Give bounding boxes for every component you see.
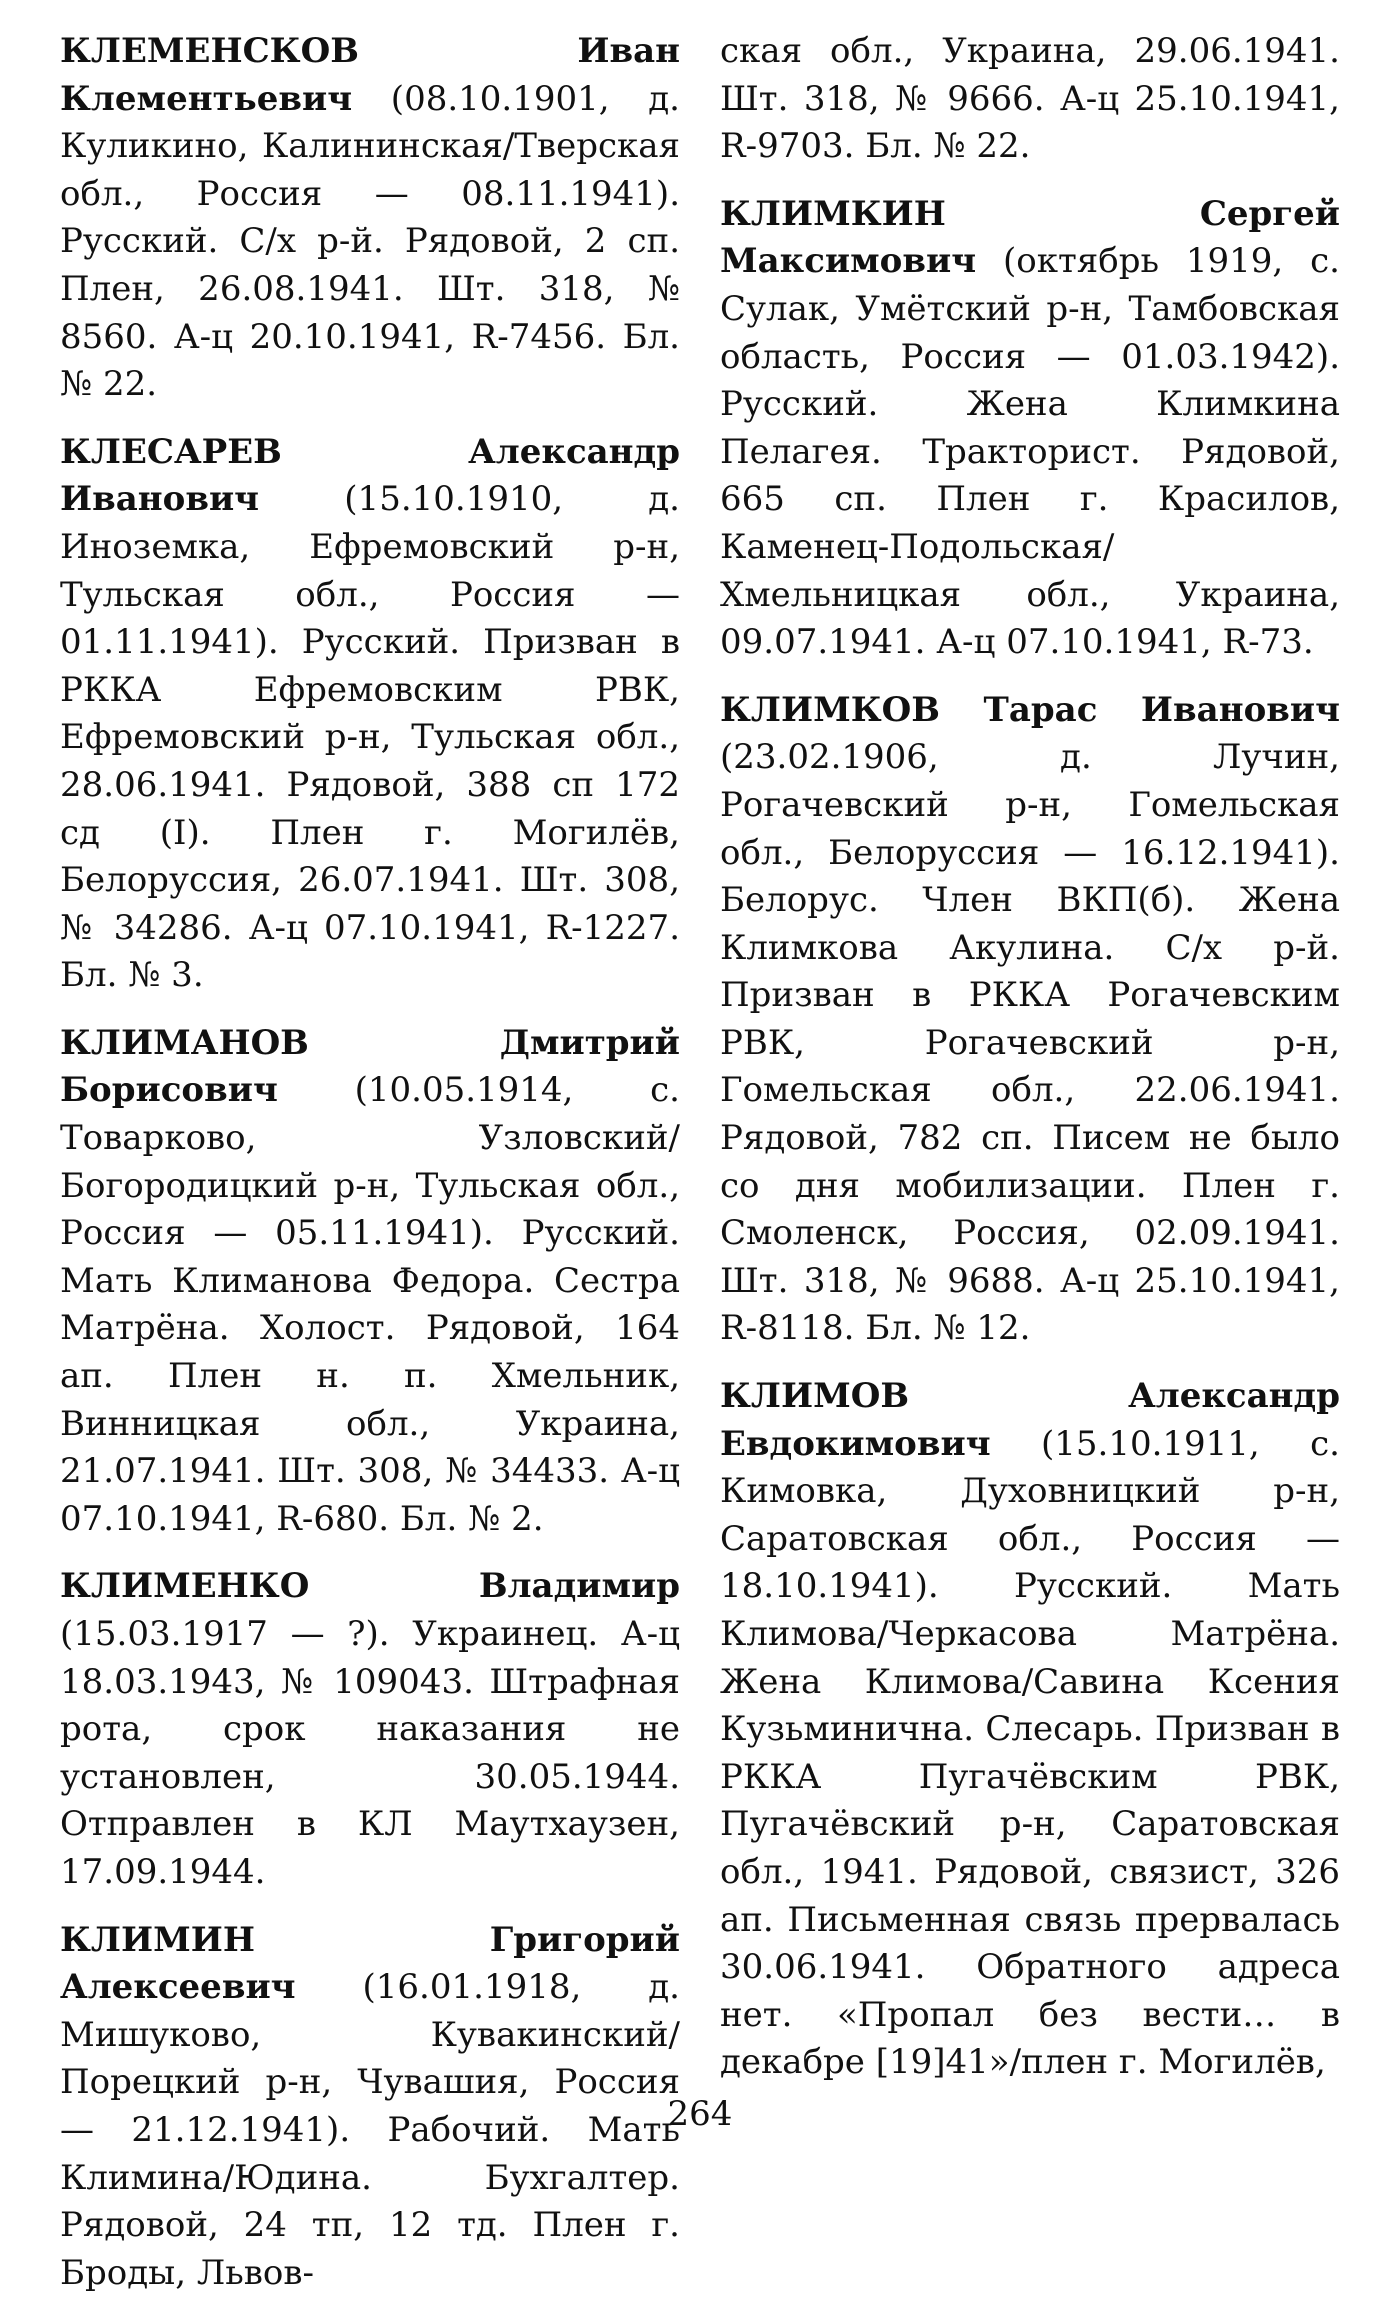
entry-text: (15.03.1917 — ?). Украинец. А-ц 18.03.1943, № 109043. Штрафная рота, срок наказания не установлен, 30.05.1944. Отправлен в КЛ Маутхаузен, 17.09.1944. bbox=[60, 1614, 680, 1892]
entry-text: (23.02.1906, д. Лучин, Рогачевский р-н, Гомельская обл., Белоруссия — 16.12.1941). Белорус. Член ВКП(б). Жена Климкова Акулина. С/х р-й. Призван в РККА Рогачевским РВК, Рогачевский р-н, Гомельская обл., 22.06.1941. Рядовой, 782 сп. Писем не было со дня мобилизации. Плен г. Смоленск, Россия, 02.09.1941. Шт. 318, № 9688. А-ц 25.10.1941, R-8118. Бл. № 12. bbox=[720, 737, 1340, 1349]
entry-klimin-continued bbox=[720, 28, 1340, 171]
entry-klimanov bbox=[60, 1020, 680, 1544]
entry-name: КЛЕМЕНСКОВ Иван Клементьевич bbox=[60, 31, 680, 119]
page-number: 264 bbox=[667, 2094, 733, 2134]
entry-name: КЛИМАНОВ Дмитрий Борисович bbox=[60, 1022, 680, 1111]
entry-name: КЛИМОВ Александр Евдокимович bbox=[720, 1376, 1340, 1464]
entry-text: (16.01.1918, д. Мишуково, Кувакинский/Порецкий р-н, Чувашия, Россия — 21.12.1941). Рабочий. Мать Климина/Юдина. Бухгалтер. Рядовой, 24 тп, 12 тд. Плен г. Броды, Львов- bbox=[60, 1967, 680, 2293]
entry-text: (15.10.1911, с. Кимовка, Духовницкий р-н, Саратовская обл., Россия — 18.10.1941). Русский. Мать Климова/Черкасова Матрёна. Жена Климова/Савина Ксения Кузьминична. Слесарь. Призван в РККА Пугачёвским РВК, Пугачёвский р-н, Саратовская обл., 1941. Рядовой, связист, 326 ап. Письменная связь прервалась 30.06.1941. Обратного адреса нет. «Пропал без вести… в декабре [19]41»/плен г. Могилёв, bbox=[720, 1423, 1340, 2083]
entry-text: (октябрь 1919, с. Сулак, Умётский р-н, Тамбовская область, Россия — 01.03.1942). Русский. Жена Климкина Пелагея. Тракторист. Рядовой, 665 сп. Плен г. Красилов, Каменец-Подольская/Хмельницкая обл., Украина, 09.07.1941. А-ц 07.10.1941, R-73. bbox=[720, 241, 1340, 663]
entry-klimov bbox=[720, 1373, 1340, 2087]
entry-text: (15.10.1910, д. Иноземка, Ефремовский р-н, Тульская обл., Россия — 01.11.1941). Русский. Призван в РККА Ефремовским РВК, Ефремовский р-н, Тульская обл., 28.06.1941. Рядовой, 388 сп 172 сд (I). Плен г. Могилёв, Белоруссия, 26.07.1941. Шт. 308, № 34286. А-ц 07.10.1941, R-1227. Бл. № 3. bbox=[60, 479, 680, 996]
entry-text: (08.10.1901, д. Куликино, Калининская/Тверская обл., Россия — 08.11.1941). Русский. С/х р-й. Рядовой, 2 сп. Плен, 26.08.1941. Шт. 318, № 8560. А-ц 20.10.1941, R-7456. Бл. № 22. bbox=[60, 78, 680, 405]
entry-text: (10.05.1914, с. Товарково, Узловский/Богородицкий р-н, Тульская обл., Россия — 05.11.1941). Русский. Мать Климанова Федора. Сестра Матрёна. Холост. Рядовой, 164 ап. Плен н. п. Хмельник, Винницкая обл., Украина, 21.07.1941. Шт. 308, № 34433. А-ц 07.10.1941, R-680. Бл. № 2. bbox=[60, 1070, 680, 1539]
entry-name: КЛИМИН Григорий Алексеевич bbox=[60, 1919, 680, 2008]
left-column bbox=[60, 28, 680, 2293]
entry-name: КЛИМКОВ Тарас Иванович bbox=[720, 689, 1340, 730]
entry-klimkin bbox=[720, 191, 1340, 667]
entry-klimkov bbox=[720, 687, 1340, 1353]
entry-text: ская обл., Украина, 29.06.1941. Шт. 318, № 9666. А-ц 25.10.1941, R-9703. Бл. № 22. bbox=[720, 31, 1340, 167]
entry-klemenskov bbox=[60, 28, 680, 409]
entry-name: КЛИМЕНКО Владимир bbox=[60, 1566, 680, 1607]
entry-klimenko bbox=[60, 1563, 680, 1896]
right-column bbox=[720, 28, 1340, 2088]
entry-name: КЛЕСАРЕВ Александр Иванович bbox=[60, 431, 680, 520]
entry-name: КЛИМКИН Сергей Максимович bbox=[720, 193, 1340, 282]
entry-klesarev bbox=[60, 429, 680, 1000]
